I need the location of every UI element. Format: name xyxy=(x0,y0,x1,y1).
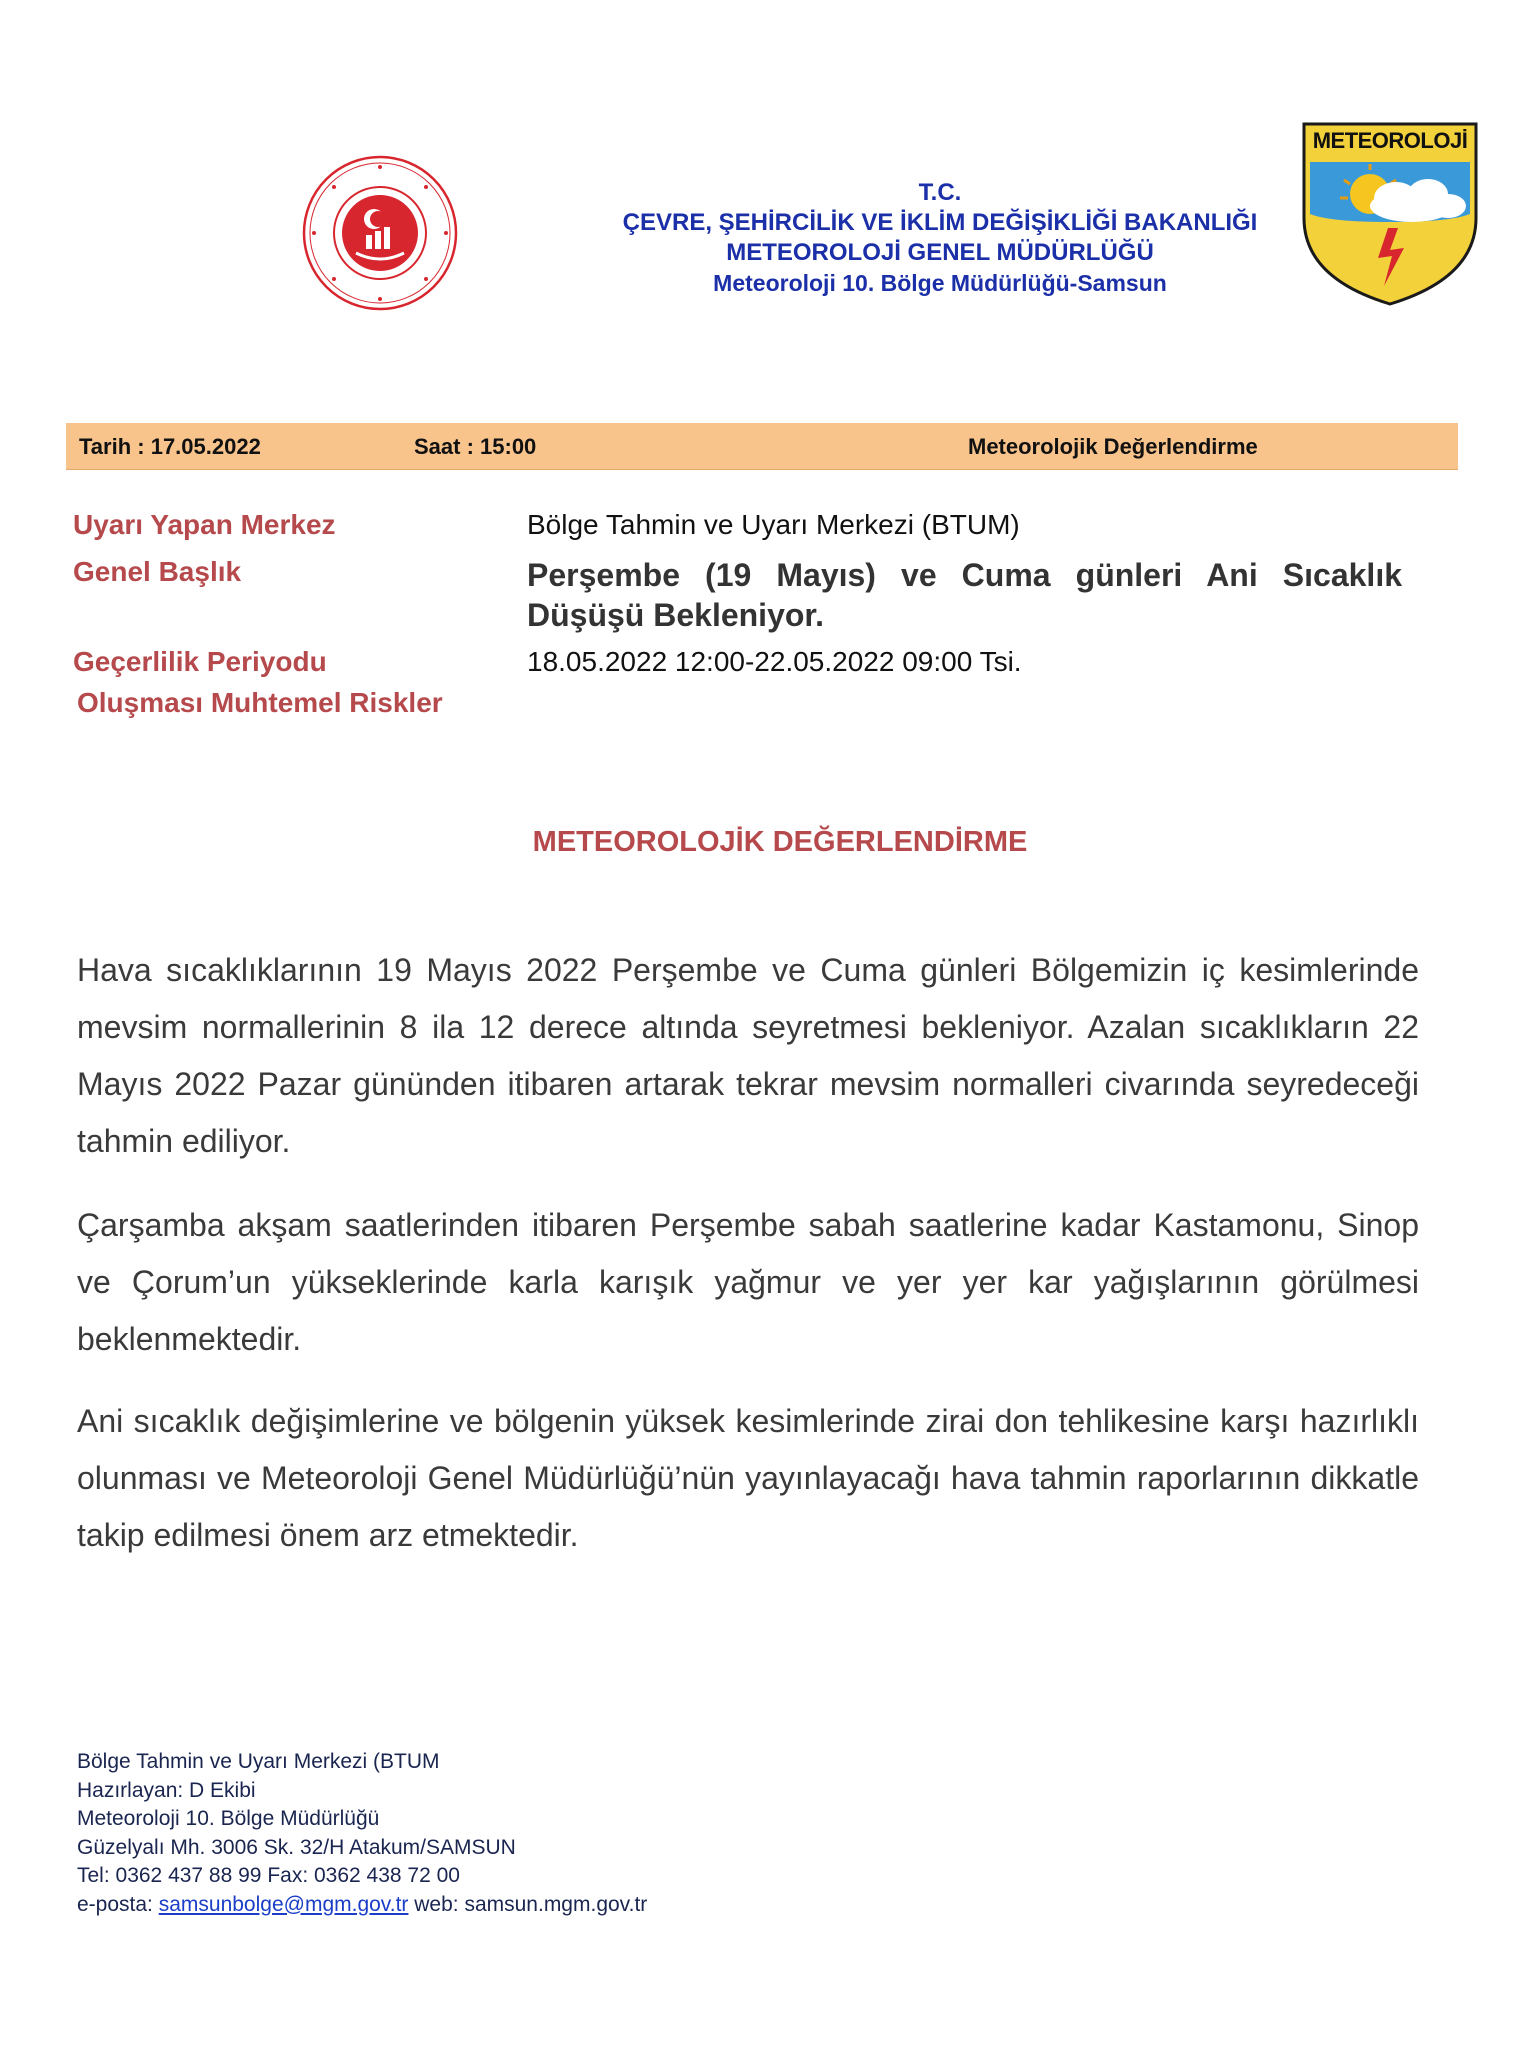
footer-office: Meteoroloji 10. Bölge Müdürlüğü xyxy=(77,1807,380,1830)
period-value: 18.05.2022 12:00-22.05.2022 09:00 Tsi. xyxy=(527,646,1022,677)
center-value: Bölge Tahmin ve Uyarı Merkezi (BTUM) xyxy=(527,509,1020,540)
info-bar xyxy=(66,423,1458,470)
footer-center: Bölge Tahmin ve Uyarı Merkezi (BTUM xyxy=(77,1750,440,1773)
footer-phone-fax: Tel: 0362 437 88 99 Fax: 0362 438 72 00 xyxy=(77,1864,460,1887)
header-directorate: METEOROLOJİ GENEL MÜDÜRLÜĞÜ xyxy=(726,239,1154,266)
title-value: Perşembe (19 Mayıs) ve Cuma günleri Ani Sıcaklık Düşüşü Bekleniyor. xyxy=(527,557,1402,633)
email-prefix: e-posta: xyxy=(77,1892,159,1916)
period-label: Geçerlilik Periyodu xyxy=(73,646,327,677)
header-regional-office: Meteoroloji 10. Bölge Müdürlüğü-Samsun xyxy=(713,270,1167,296)
paragraph-1: Hava sıcaklıklarının 19 Mayıs 2022 Perşembe ve Cuma günleri Bölgemizin iç kesimlerinde mevsim normallerinin 8 ila 12 derece altında seyretmesi bekleniyor. Azalan sıcaklıkların 22 Mayıs 2022 Pazar gününden itibaren artarak tekrar mevsim normalleri civarında seyredeceği tahmin ediliyor. xyxy=(77,952,1419,1159)
report-type: Meteorolojik Değerlendirme xyxy=(968,434,1258,459)
report-date: Tarih : 17.05.2022 xyxy=(79,434,261,459)
meteorology-shield-logo xyxy=(1300,118,1480,308)
header-tc: T.C. xyxy=(918,179,962,206)
paragraph-3: Ani sıcaklık değişimlerine ve bölgenin yüksek kesimlerinde zirai don tehlikesine karşı hazırlıklı olunması ve Meteoroloji Genel Müdürlüğü’nün yayınlayacağı hava tahmin raporlarının dikkatle takip edilmesi önem arz etmektedir. xyxy=(77,1403,1419,1553)
title-label: Genel Başlık xyxy=(73,556,242,587)
web-prefix: web: xyxy=(408,1892,465,1916)
meteorology-logo-text: METEOROLOJİ xyxy=(1312,128,1468,153)
paragraph-2: Çarşamba akşam saatlerinden itibaren Perşembe sabah saatlerine kadar Kastamonu, Sinop ve Çorum’un yükseklerinde karla karışık yağmur ve yer yer kar yağışlarının görülmesi beklenmektedir. xyxy=(77,1207,1419,1357)
header-ministry: ÇEVRE, ŞEHİRCİLİK VE İKLİM DEĞİŞİKLİĞİ BAKANLIĞI xyxy=(622,209,1258,236)
report-time: Saat : 15:00 xyxy=(414,434,537,459)
risks-label: Oluşması Muhtemel Riskler xyxy=(77,687,443,718)
footer-email-web-line xyxy=(77,1891,647,1920)
footer-prepared-by: Hazırlayan: D Ekibi xyxy=(77,1778,256,1802)
section-title: METEOROLOJİK DEĞERLENDİRME xyxy=(532,826,1028,858)
ministry-seal-logo xyxy=(300,153,460,313)
web-address: samsun.mgm.gov.tr xyxy=(464,1892,648,1916)
email-link[interactable]: samsunbolge@mgm.gov.tr xyxy=(158,1892,409,1916)
footer-address: Güzelyalı Mh. 3006 Sk. 32/H Atakum/SAMSUN xyxy=(77,1835,516,1859)
center-label: Uyarı Yapan Merkez xyxy=(73,509,336,540)
footer-contact xyxy=(77,1748,647,1919)
